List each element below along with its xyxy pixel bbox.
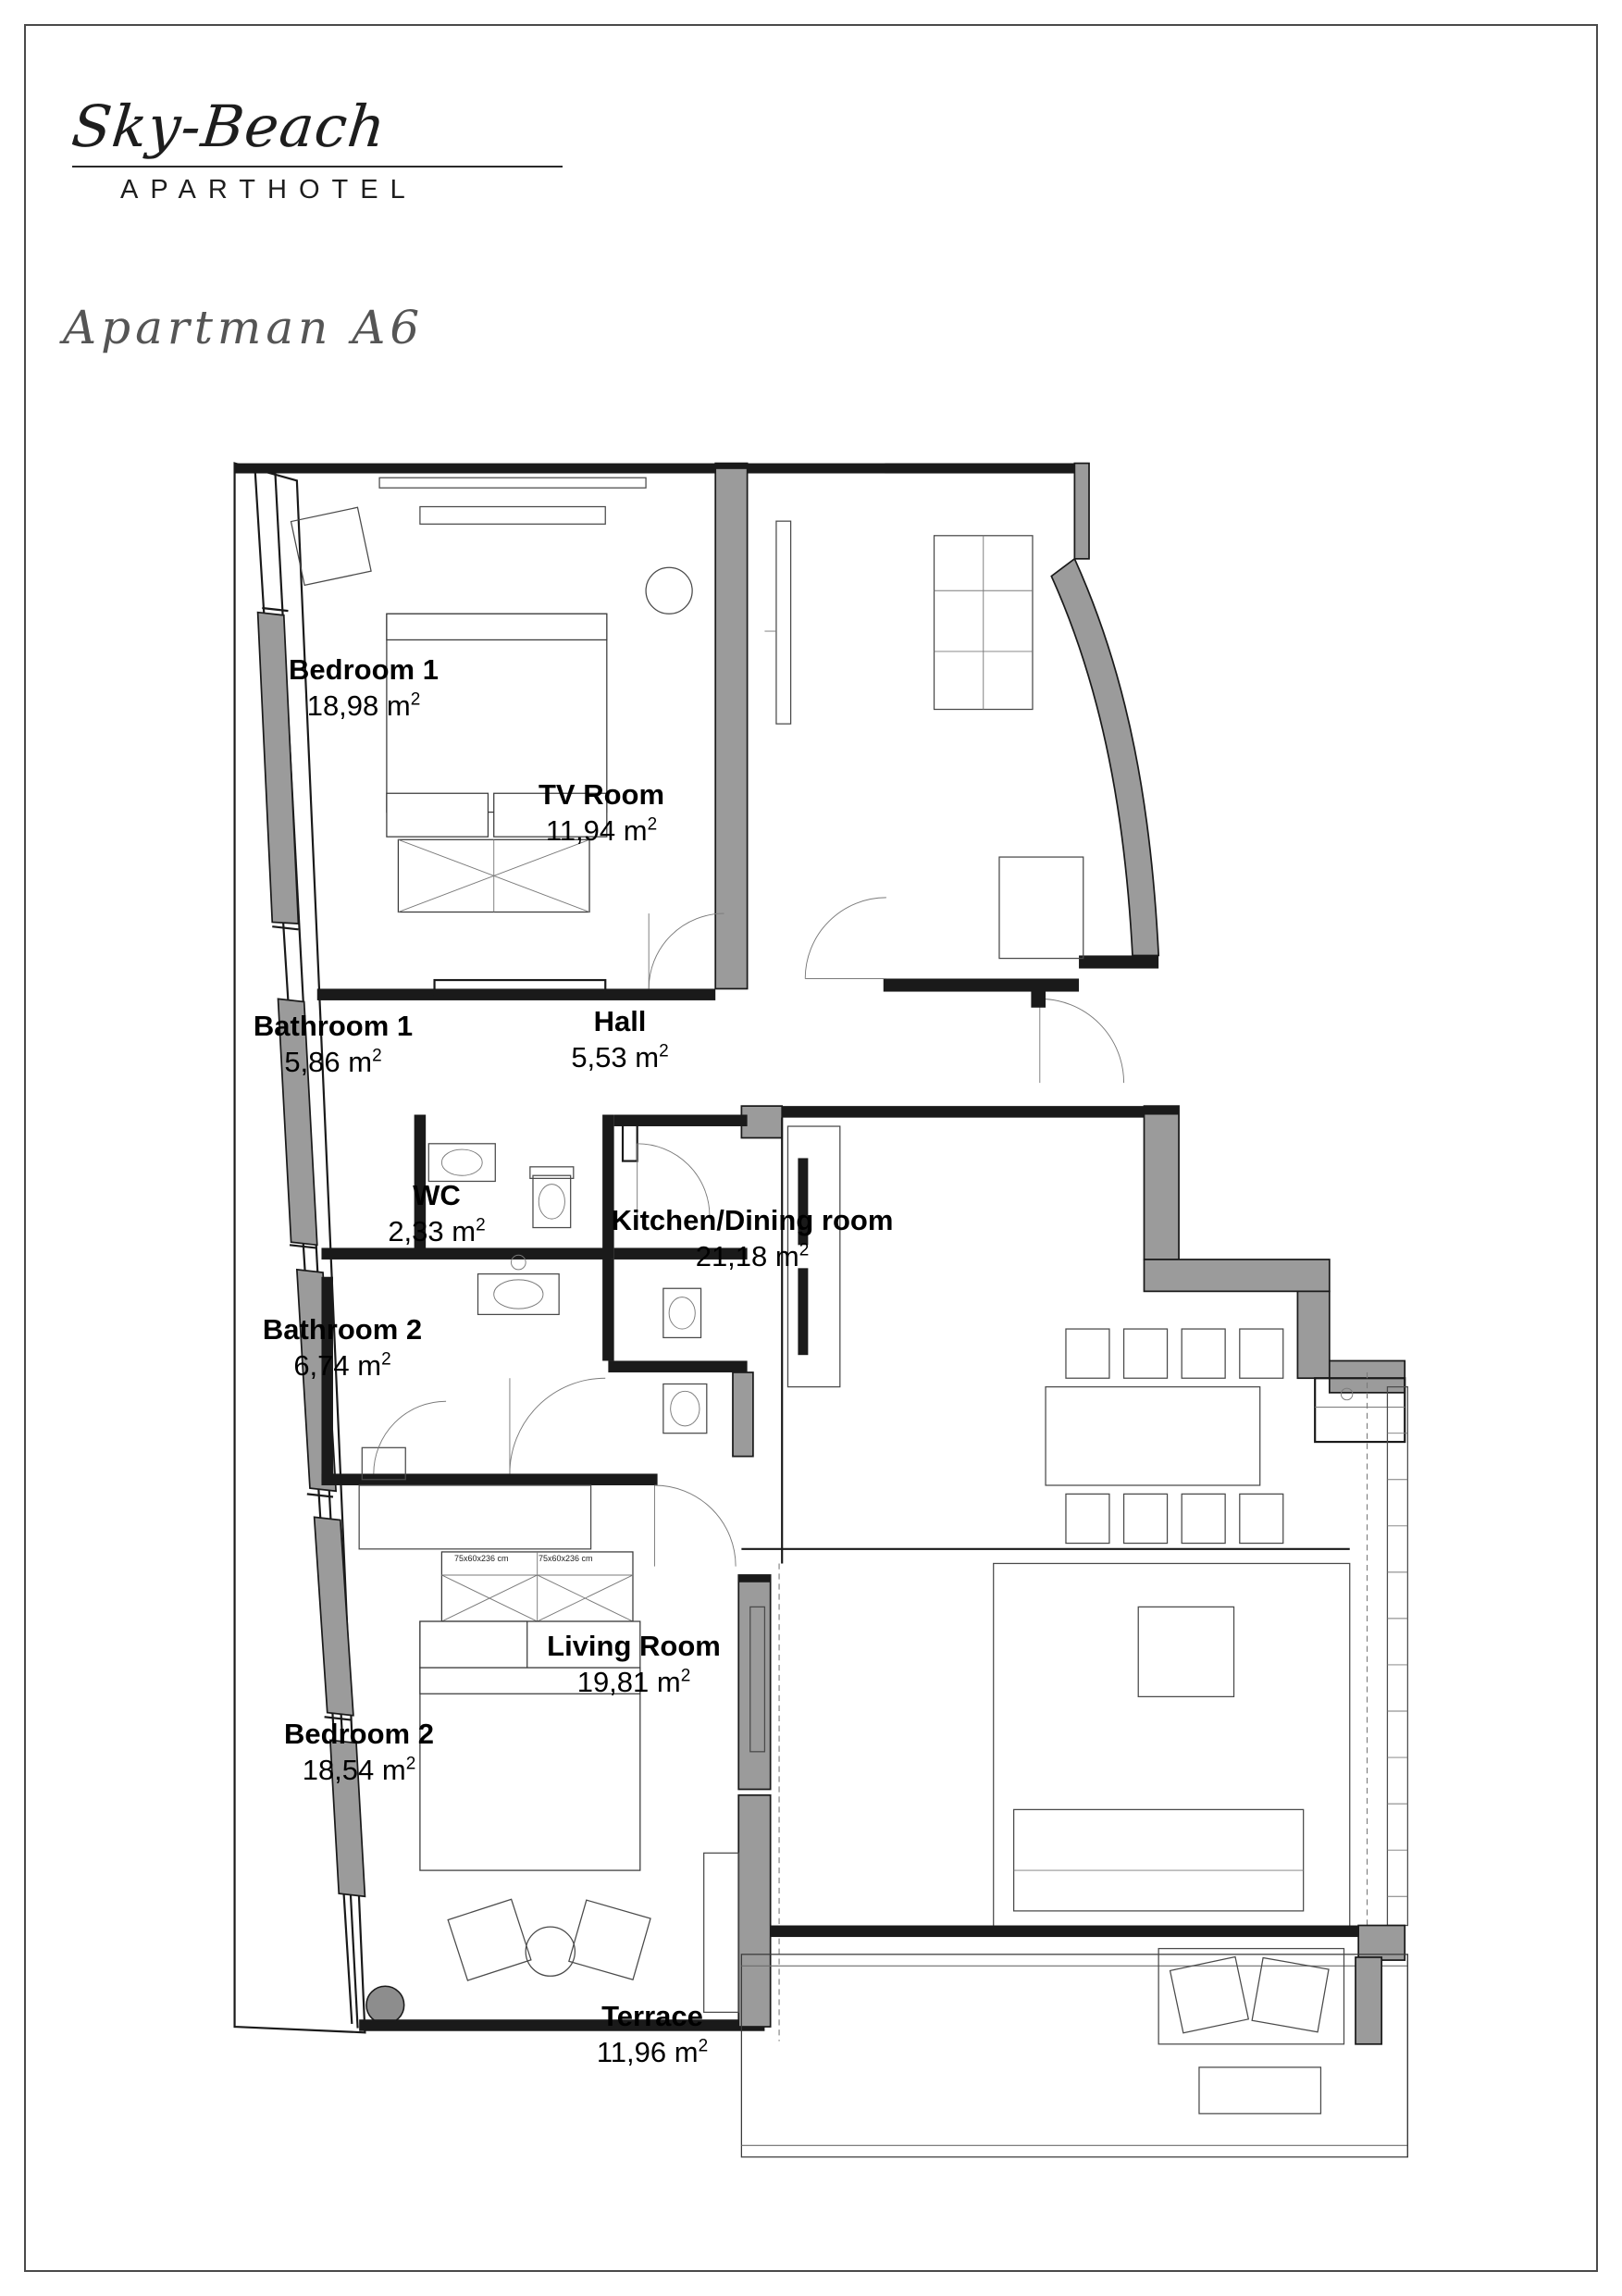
brand-name: Sky-Beach xyxy=(68,93,390,160)
page-title: Apartman A6 xyxy=(63,301,425,354)
room-label-living-room: Living Room 19,81 $m^2$ xyxy=(547,1630,721,1698)
brand-subtitle: APARTHOTEL xyxy=(120,175,417,205)
room-label-bedroom-2: Bedroom 2 18,54 $m^2$ xyxy=(284,1718,434,1786)
room-label-bathroom-2: Bathroom 2 6,74 $m^2$ xyxy=(262,1313,423,1382)
room-label-kitchen-dining: Kitchen/Dining room 21,18 $m^2$ xyxy=(611,1204,894,1272)
annotation-wardrobe-dim-left: 75x60x236 cm xyxy=(454,1554,509,1563)
room-label-tv-room: TV Room 11,94 $m^2$ xyxy=(538,778,665,847)
room-label-bathroom-1: Bathroom 1 5,86 $m^2$ xyxy=(253,1010,414,1078)
room-label-hall: Hall 5,53 $m^2$ xyxy=(571,1005,669,1074)
room-label-wc: WC 2,33 $m^2$ xyxy=(388,1179,486,1247)
room-label-terrace: Terrace 11,96 $m^2$ xyxy=(596,2000,709,2068)
room-label-bedroom-1: Bedroom 1 18,98 $m^2$ xyxy=(289,653,439,722)
annotation-wardrobe-dim-right: 75x60x236 cm xyxy=(539,1554,593,1563)
